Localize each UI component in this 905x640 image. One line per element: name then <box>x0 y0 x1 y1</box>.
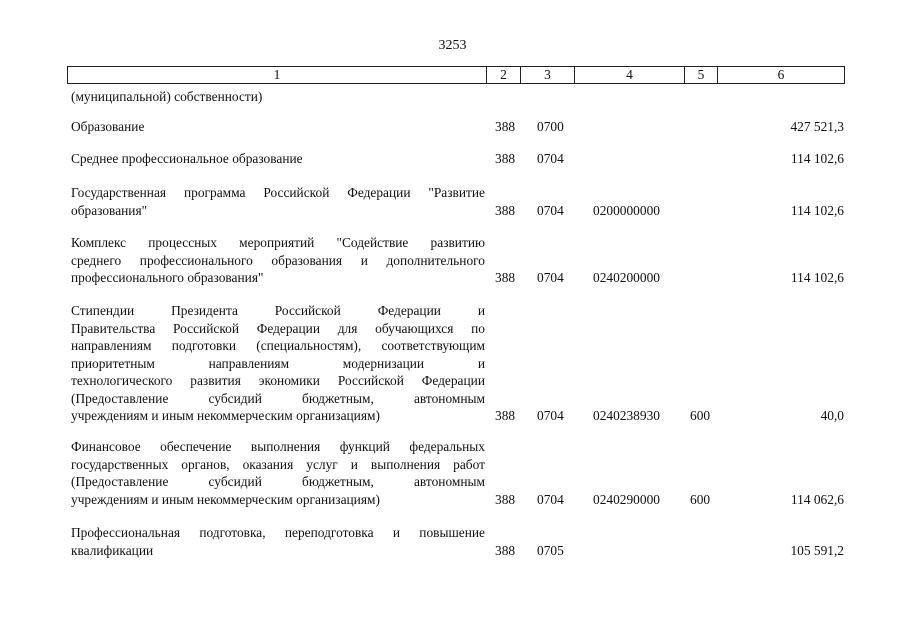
cell-section-code: 0704 <box>537 408 564 423</box>
description-line: квалификации <box>71 542 154 558</box>
cell-ministry-code: 388 <box>495 408 516 423</box>
column-header-6: 6 <box>777 67 785 82</box>
row-description <box>71 302 485 425</box>
cell-amount: 40,0 <box>820 408 844 423</box>
description-line: (Предоставление субсидий бюджетным, автономным <box>71 390 485 406</box>
description-line: Государственная программа Российской Федерации "Развитие <box>71 185 485 200</box>
cell-ministry-code: 388 <box>495 491 516 507</box>
cell-ministry-code: 388 <box>495 202 516 218</box>
cell-amount: 105 591,2 <box>790 542 844 558</box>
description-line: Образование <box>71 119 145 134</box>
column-header-table <box>67 66 845 84</box>
description-line: Комплекс процессных мероприятий "Содействие развитию <box>71 235 485 250</box>
description-line: направлениям подготовки (специальностям), соответствующим <box>71 338 485 353</box>
cell-section-code: 0704 <box>537 270 564 285</box>
description-line: приоритетным направлениям модернизации и <box>71 355 485 371</box>
cell-target-code: 0240290000 <box>593 491 660 507</box>
column-header-4: 4 <box>575 67 685 83</box>
cell-amount: 427 521,3 <box>790 119 844 134</box>
cell-section-code: 0704 <box>537 151 564 166</box>
description-line: образования" <box>71 202 148 218</box>
description-line: государственных органов, оказания услуг и выполнения работ <box>71 456 485 472</box>
cell-amount: 114 102,6 <box>790 270 844 285</box>
row-description <box>71 234 485 287</box>
column-header-5: 5 <box>685 67 718 83</box>
cell-ministry-code: 388 <box>495 270 516 285</box>
cell-target-code: 0200000000 <box>593 202 660 218</box>
description-line: (муниципальной) собственности) <box>71 89 263 104</box>
row-description <box>71 524 485 559</box>
description-line: технологического развития экономики Российской Федерации <box>71 373 485 388</box>
cell-amount: 114 062,6 <box>790 491 844 507</box>
column-header-3: 3 <box>521 67 575 83</box>
cell-target-code: 0240200000 <box>593 270 660 285</box>
cell-expense-type: 600 <box>690 408 711 423</box>
description-line: Стипендии Президента Российской Федерации и <box>71 303 485 318</box>
row-description <box>71 150 485 168</box>
row-description <box>71 118 485 136</box>
cell-ministry-code: 388 <box>495 151 516 166</box>
description-line: среднего профессионального образования и дополнительного <box>71 252 485 268</box>
cell-amount: 114 102,6 <box>790 202 844 218</box>
description-line: Среднее профессиональное образование <box>71 151 303 166</box>
description-line: профессионального образования" <box>71 270 264 285</box>
description-line: (Предоставление субсидий бюджетным, автономным <box>71 474 485 489</box>
description-line: Финансовое обеспечение выполнения функций федеральных <box>71 439 485 454</box>
cell-ministry-code: 388 <box>495 119 516 134</box>
cell-ministry-code: 388 <box>495 542 516 558</box>
cell-section-code: 0704 <box>537 202 564 218</box>
description-line: Правительства Российской Федерации для обучающихся по <box>71 320 485 336</box>
cell-section-code: 0704 <box>537 491 564 507</box>
description-line: учреждениям и иным некоммерческим организациям) <box>71 491 380 507</box>
cell-section-code: 0700 <box>537 119 564 134</box>
cell-expense-type: 600 <box>690 491 711 507</box>
page-number: 3253 <box>438 38 467 53</box>
row-description <box>71 438 485 508</box>
row-description <box>71 184 485 219</box>
cell-amount: 114 102,6 <box>790 151 844 166</box>
column-header-1: 1 <box>68 67 487 83</box>
cell-section-code: 0705 <box>537 542 564 558</box>
description-line: Профессиональная подготовка, переподготовка и повышение <box>71 525 485 540</box>
description-line: учреждениям и иным некоммерческим организациям) <box>71 408 380 423</box>
cell-target-code: 0240238930 <box>593 408 660 423</box>
column-header-2: 2 <box>487 67 521 83</box>
row-description <box>71 88 485 106</box>
